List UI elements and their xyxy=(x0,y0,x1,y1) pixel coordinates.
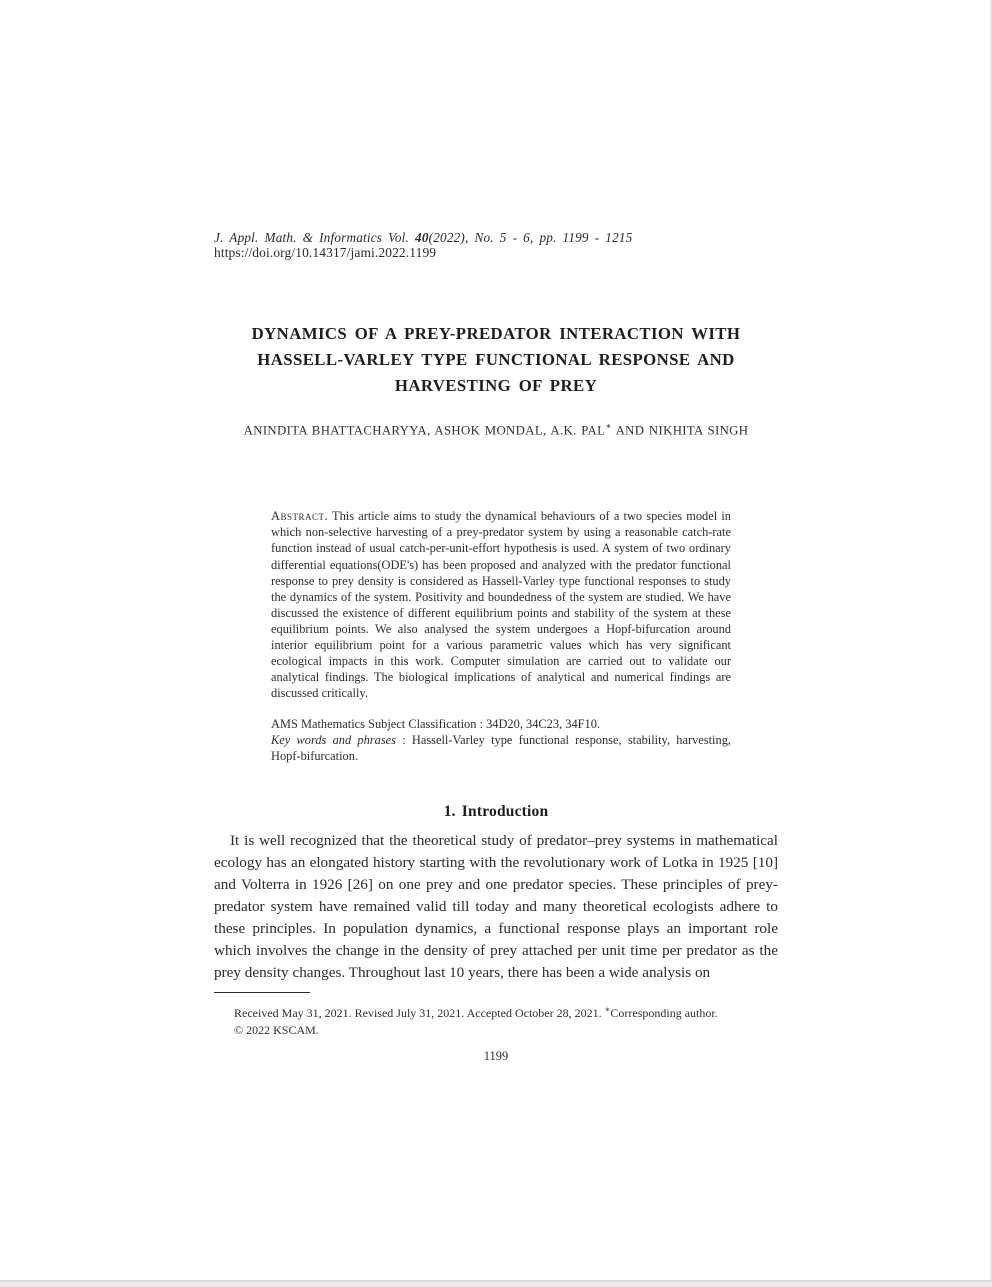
introduction-paragraph: It is well recognized that the theoretical study of predator–prey systems in mathematical ecology has an elongated history starting with the revolutionary work of Lotka in 1925 [10] and Volterra in 1926 [26] on one prey and one predator species. These principles of prey- predator system have remained valid till today and many theoretical ecologists adhere to these principles. In population dynamics, a functional response plays an important role which involves the change in the density of prey attached per unit time per predator as the prey density changes. Throughout last 10 years, there has been a wide analysis on xyxy=(214,831,778,981)
keywords-line xyxy=(271,733,731,765)
journal-volume: 40 xyxy=(415,230,429,245)
footnote-dates: Received May 31, 2021. Revised July 31, 2021. Accepted October 28, 2021. xyxy=(234,1005,605,1020)
ams-classification: AMS Mathematics Subject Classification : 34D20, 34C23, 34F10. xyxy=(271,717,601,732)
title-line-3: HARVESTING OF PREY xyxy=(394,376,598,395)
page-content xyxy=(214,0,778,1064)
corresponding-author-asterisk: ∗ xyxy=(605,421,612,431)
page-number: 1199 xyxy=(483,1048,509,1063)
title-line-2: HASSELL-VARLEY TYPE FUNCTIONAL RESPONSE AND xyxy=(257,350,735,369)
authors-part1: ANINDITA BHATTACHARYYA, ASHOK MONDAL, A.K. PAL xyxy=(243,423,606,438)
journal-issue-info: (2022), No. 5 - 6, pp. 1199 - 1215 xyxy=(428,230,633,245)
journal-name-volume: J. Appl. Math. & Informatics Vol. xyxy=(214,230,416,245)
footnote-received xyxy=(214,1001,778,1023)
classification-block xyxy=(271,717,731,764)
keywords-label: Key words and phrases xyxy=(271,733,396,748)
author-list xyxy=(214,421,778,438)
section-heading-introduction: 1. Introduction xyxy=(443,802,549,820)
article-title xyxy=(214,321,778,399)
doi-link: https://doi.org/10.14317/jami.2022.1199 xyxy=(214,245,437,260)
copyright-line: © 2022 KSCAM. xyxy=(234,1023,319,1038)
journal-header xyxy=(214,230,778,245)
footnote-separator xyxy=(214,992,310,993)
abstract xyxy=(271,508,731,701)
abstract-label: Abstract. xyxy=(271,509,329,524)
title-line-1: DYNAMICS OF A PREY-PREDATOR INTERACTION WITH xyxy=(251,324,741,343)
footnote-asterisk: ∗ xyxy=(604,1003,611,1014)
authors-part2: AND NIKHITA SINGH xyxy=(611,423,749,438)
footnote-corresponding: Corresponding author. xyxy=(610,1005,718,1020)
keywords-text: : Hassell-Varley type functional response, stability, harvesting, Hopf-bifurcation. xyxy=(271,733,731,763)
abstract-text: This article aims to study the dynamical behaviours of a two species model in which non-selective harvesting of a prey-predator system by using a reasonable catch-rate function instead of usual catch-per-unit-effort hypothesis is used. A system of two ordinary differential equations(ODE's) has been proposed and analyzed with the predator functional response to prey density is considered as Hassell-Varley type functional responses to study the dynamics of the system. Positivity and boundedness of the system are studied. We have discussed the existence of different equilibrium points and stability of the system at these equilibrium points. We also analysed the system undergoes a Hopf-bifurcation around interior equilibrium point for a various parametric values which has very significant ecological impacts in this work. Computer simulation are carried out to validate our analytical findings. The biological implications of analytical and numerical findings are discussed critically. xyxy=(271,509,731,701)
